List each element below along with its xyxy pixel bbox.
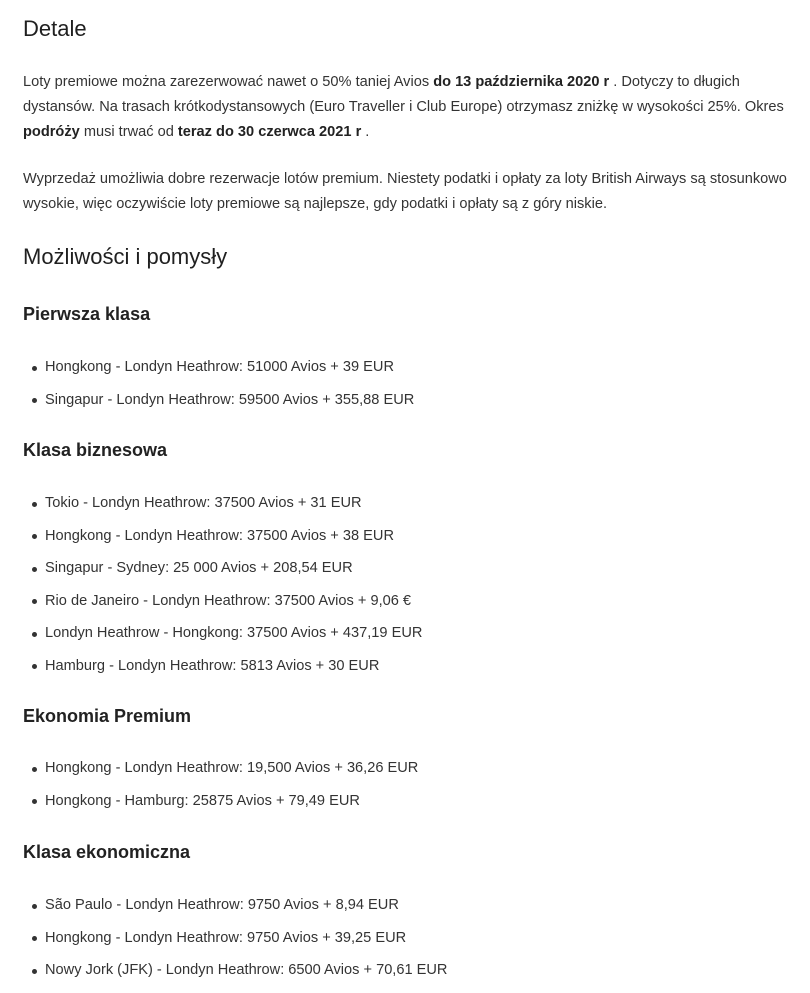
details-travel-word: podróży bbox=[23, 124, 80, 140]
list-item: Hongkong - Londyn Heathrow: 51000 Avios + 39 EUR bbox=[23, 351, 414, 384]
list-item: Hongkong - Londyn Heathrow: 9750 Avios + 39,25 EUR bbox=[23, 922, 447, 955]
business-class-list bbox=[23, 487, 422, 682]
business-class-heading: Klasa biznesowa bbox=[23, 440, 168, 460]
premium-economy-heading: Ekonomia Premium bbox=[23, 706, 192, 726]
economy-heading: Klasa ekonomiczna bbox=[23, 842, 191, 862]
list-item: Hongkong - Londyn Heathrow: 37500 Avios + 38 EUR bbox=[23, 520, 422, 553]
details-text-1: Loty premiowe można zarezerwować nawet o 50% taniej Avios bbox=[23, 74, 434, 90]
list-item: Hongkong - Hamburg: 25875 Avios + 79,49 EUR bbox=[23, 785, 418, 818]
first-class-heading: Pierwsza klasa bbox=[23, 304, 151, 324]
details-text-3: musi trwać od bbox=[79, 124, 178, 140]
details-text-2: . Dotyczy to długich dystansów. Na trasach krótkodystansowych (Euro Traveller i Club Europe) otrzymasz zniżkę w wysokości 25%. Okres bbox=[23, 74, 784, 115]
list-item: Londyn Heathrow - Hongkong: 37500 Avios + 437,19 EUR bbox=[23, 617, 422, 650]
details-heading: Detale bbox=[23, 16, 87, 41]
premium-economy-list bbox=[23, 752, 418, 817]
details-deadline: do 13 października 2020 r bbox=[433, 74, 610, 90]
list-item: Nowy Jork (JFK) - Londyn Heathrow: 6500 Avios + 70,61 EUR bbox=[23, 954, 447, 987]
list-item: Tokio - Londyn Heathrow: 37500 Avios + 31 EUR bbox=[23, 487, 422, 520]
list-item: Singapur - Londyn Heathrow: 59500 Avios + 355,88 EUR bbox=[23, 384, 414, 417]
list-item: Hamburg - Londyn Heathrow: 5813 Avios + 30 EUR bbox=[23, 650, 422, 683]
details-paragraph-sale-terms bbox=[23, 70, 810, 145]
details-text-4: . bbox=[361, 124, 370, 140]
economy-list bbox=[23, 889, 447, 987]
details-paragraph-taxes: Wyprzedaż umożliwia dobre rezerwacje lotów premium. Niestety podatki i opłaty za loty British Airways są stosunkowo wysokie, więc oczywiście loty premiowe są najlepsze, gdy podatki i opłaty są z góry niskie. bbox=[23, 171, 787, 212]
list-item: São Paulo - Londyn Heathrow: 9750 Avios + 8,94 EUR bbox=[23, 889, 447, 922]
ideas-heading: Możliwości i pomysły bbox=[23, 244, 228, 269]
first-class-list bbox=[23, 351, 414, 416]
list-item: Singapur - Sydney: 25 000 Avios + 208,54 EUR bbox=[23, 552, 422, 585]
list-item: Rio de Janeiro - Londyn Heathrow: 37500 Avios + 9,06 € bbox=[23, 585, 422, 618]
list-item: Hongkong - Londyn Heathrow: 19,500 Avios + 36,26 EUR bbox=[23, 752, 418, 785]
details-travel-period: teraz do 30 czerwca 2021 r bbox=[177, 124, 362, 140]
